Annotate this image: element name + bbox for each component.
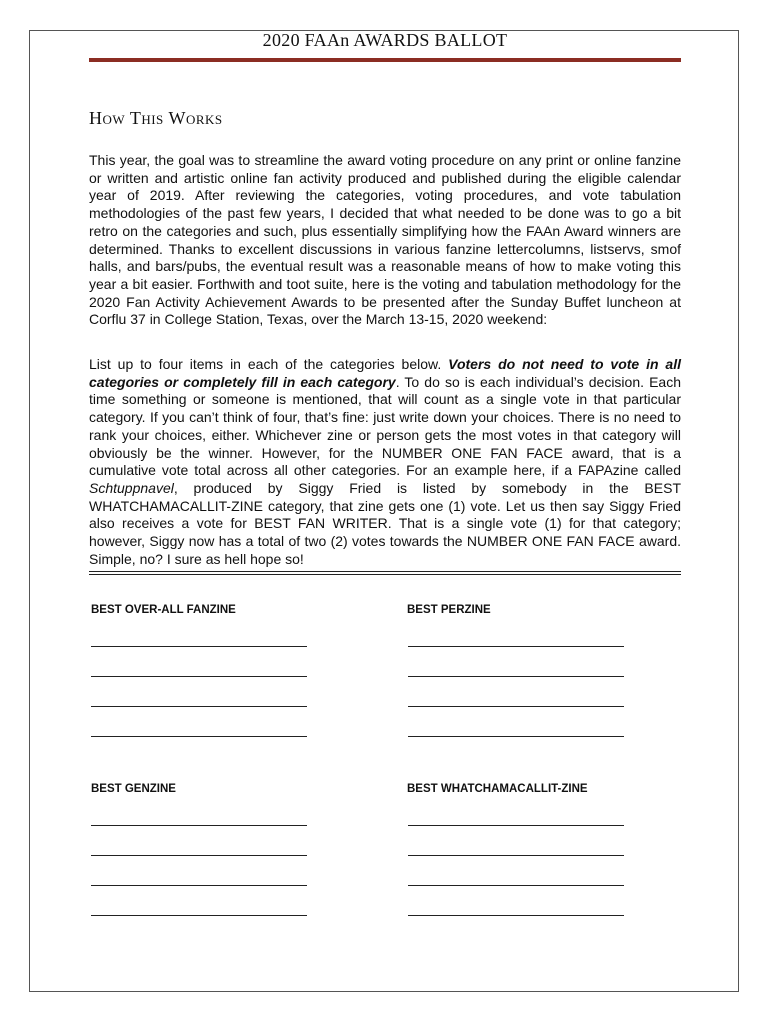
vote-line[interactable] bbox=[91, 646, 307, 647]
category-label-best-perzine: BEST PERZINE bbox=[407, 604, 491, 616]
vote-line[interactable] bbox=[408, 885, 624, 886]
vote-line[interactable] bbox=[408, 646, 624, 647]
vote-line[interactable] bbox=[408, 706, 624, 707]
intro-paragraph: This year, the goal was to streamline the award voting procedure on any print or online fanzine or written and artistic online fan activity produced and published during the eligible calendar year of 2019. After reviewing the categories, voting procedures, and vote tabulation methodologies of the past few years, I decided that what needed to be done was to go a bit retro on the categories and such, plus essentially simplifying how the FAAn Award winners are determined. Thanks to excellent discussions in various fanzine lettercolumns, listservs, smof halls, and bars/pubs, the eventual result was a reasonable means of how to make voting this year a bit easier. Forthwith and toot suite, here is the voting and tabulation methodology for the 2020 Fan Activity Achievement Awards to be presented after the Sunday Buffet luncheon at Corflu 37 in College Station, Texas, over the March 13-15, 2020 weekend: bbox=[89, 152, 681, 328]
example-zine-title: Schtuppnavel bbox=[89, 479, 174, 496]
category-label-best-overall-fanzine: BEST OVER-ALL FANZINE bbox=[91, 604, 236, 616]
instructions-text-c: , produced by Siggy Fried is listed by somebody in the BEST WHATCHAMACALLIT-ZINE category, that zine gets one (1) vote. Let us then say Siggy Fried also receives a vote for BEST FAN WRITER. That is a single vote (1) for that category; however, Siggy now has a total of two (2) votes towards the NUMBER ONE FAN FACE award. Simple, no? I sure as hell hope so! bbox=[89, 479, 681, 567]
section-heading: How This Works bbox=[89, 108, 223, 128]
ballot-title: 2020 FAAn AWARDS BALLOT bbox=[262, 30, 508, 50]
vote-line[interactable] bbox=[91, 736, 307, 737]
instructions-text-b: . To do so is each individual’s decision. Each time something or someone is mentioned, that will count as a single vote in that particular category. If you can’t think of four, that’s fine: just write down your choices. There is no need to rank your choices, either. Whichever zine or person gets the most votes in that category will obviously be the winner. However, for the NUMBER ONE FAN FACE award, that is a cumulative vote total across all other categories. For an example here, if a FAPAzine called bbox=[89, 373, 681, 479]
section-divider bbox=[89, 571, 681, 575]
vote-line[interactable] bbox=[91, 676, 307, 677]
instructions-emphasis: Voters do not need to vote in all categories or completely fill in each category bbox=[89, 356, 681, 390]
vote-line[interactable] bbox=[91, 855, 307, 856]
instructions-text-a: List up to four items in each of the categories below. bbox=[89, 356, 449, 372]
vote-line[interactable] bbox=[408, 676, 624, 677]
vote-line[interactable] bbox=[408, 915, 624, 916]
vote-line[interactable] bbox=[408, 736, 624, 737]
vote-line[interactable] bbox=[408, 855, 624, 856]
category-label-best-genzine: BEST GENZINE bbox=[91, 783, 176, 795]
category-label-best-whatchamacallit-zine: BEST WHATCHAMACALLIT-ZINE bbox=[407, 783, 588, 795]
vote-line[interactable] bbox=[91, 885, 307, 886]
vote-line[interactable] bbox=[91, 825, 307, 826]
vote-line[interactable] bbox=[91, 706, 307, 707]
title-rule bbox=[89, 58, 681, 62]
vote-line[interactable] bbox=[408, 825, 624, 826]
vote-line[interactable] bbox=[91, 915, 307, 916]
instructions-paragraph bbox=[89, 356, 681, 568]
